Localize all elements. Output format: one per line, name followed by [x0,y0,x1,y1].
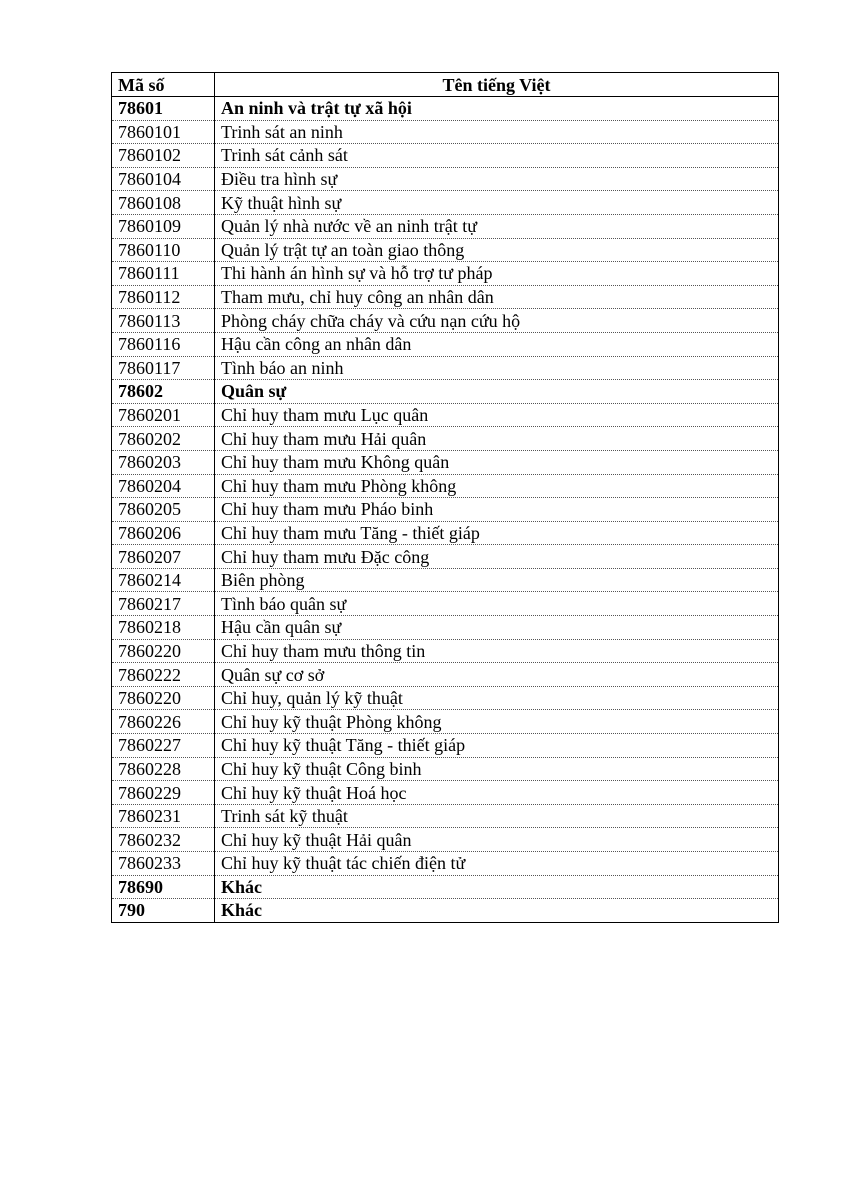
row-code: 78690 [112,875,215,899]
row-code: 7860116 [112,332,215,356]
table-row [112,403,779,427]
table-row [112,686,779,710]
row-name: Phòng cháy chữa cháy và cứu nạn cứu hộ [215,309,779,333]
table-row [112,852,779,876]
row-code: 78601 [112,97,215,121]
row-code: 7860110 [112,238,215,262]
row-code: 7860102 [112,144,215,168]
table-row [112,616,779,640]
row-name: An ninh và trật tự xã hội [215,97,779,121]
row-name: Chỉ huy, quản lý kỹ thuật [215,686,779,710]
table-row [112,498,779,522]
table-row [112,332,779,356]
row-name: Tình báo quân sự [215,592,779,616]
row-code: 7860226 [112,710,215,734]
row-name: Trinh sát cảnh sát [215,144,779,168]
row-name: Thi hành án hình sự và hỗ trợ tư pháp [215,262,779,286]
table-header [112,73,779,97]
row-name: Chỉ huy tham mưu Hải quân [215,427,779,451]
row-code: 7860217 [112,592,215,616]
row-name: Quản lý trật tự an toàn giao thông [215,238,779,262]
row-code: 7860108 [112,191,215,215]
table-row [112,521,779,545]
row-name: Biên phòng [215,568,779,592]
group-row [112,875,779,899]
row-name: Kỹ thuật hình sự [215,191,779,215]
group-row [112,97,779,121]
table-row [112,663,779,687]
table-body [112,97,779,923]
table-row [112,639,779,663]
row-name: Khác [215,875,779,899]
code-table [111,72,779,923]
table-row [112,262,779,286]
row-code: 7860204 [112,474,215,498]
table-row [112,356,779,380]
table-row [112,167,779,191]
row-code: 7860233 [112,852,215,876]
row-name: Chỉ huy kỹ thuật Công binh [215,757,779,781]
table-row [112,592,779,616]
row-name: Chỉ huy tham mưu Lục quân [215,403,779,427]
table-row [112,450,779,474]
row-code: 7860222 [112,663,215,687]
row-code: 7860218 [112,616,215,640]
row-name: Quân sự [215,380,779,404]
row-name: Trinh sát an ninh [215,120,779,144]
row-code: 7860207 [112,545,215,569]
row-code: 7860201 [112,403,215,427]
table-row [112,285,779,309]
row-code: 7860112 [112,285,215,309]
row-name: Hậu cần quân sự [215,616,779,640]
row-name: Quản lý nhà nước về an ninh trật tự [215,214,779,238]
table-row [112,757,779,781]
row-code: 7860232 [112,828,215,852]
row-name: Chỉ huy kỹ thuật Hải quân [215,828,779,852]
table-row [112,191,779,215]
table-row [112,781,779,805]
row-name: Chỉ huy tham mưu Không quân [215,450,779,474]
table-row [112,710,779,734]
row-code: 7860228 [112,757,215,781]
row-code: 7860101 [112,120,215,144]
row-code: 7860109 [112,214,215,238]
row-name: Quân sự cơ sở [215,663,779,687]
row-code: 7860231 [112,804,215,828]
row-name: Tình báo an ninh [215,356,779,380]
table-row [112,238,779,262]
table-row [112,734,779,758]
table-row [112,568,779,592]
row-name: Chỉ huy tham mưu Đặc công [215,545,779,569]
row-name: Hậu cần công an nhân dân [215,332,779,356]
table-row [112,545,779,569]
row-code: 78602 [112,380,215,404]
row-code: 7860227 [112,734,215,758]
row-name: Chỉ huy tham mưu Phòng không [215,474,779,498]
row-name: Khác [215,899,779,923]
row-code: 7860220 [112,639,215,663]
row-name: Chỉ huy kỹ thuật Hoá học [215,781,779,805]
table-row [112,214,779,238]
table-row [112,804,779,828]
row-name: Chỉ huy tham mưu Tăng - thiết giáp [215,521,779,545]
row-code: 7860206 [112,521,215,545]
table-row [112,474,779,498]
row-code: 7860214 [112,568,215,592]
row-name: Điều tra hình sự [215,167,779,191]
row-code: 790 [112,899,215,923]
row-code: 7860202 [112,427,215,451]
group-row [112,380,779,404]
table-row [112,427,779,451]
table-row [112,309,779,333]
row-code: 7860220 [112,686,215,710]
row-code: 7860205 [112,498,215,522]
row-name: Chỉ huy kỹ thuật Phòng không [215,710,779,734]
table-row [112,828,779,852]
row-name: Chỉ huy tham mưu Pháo binh [215,498,779,522]
row-code: 7860203 [112,450,215,474]
table-row [112,120,779,144]
row-code: 7860104 [112,167,215,191]
row-name: Chỉ huy kỹ thuật Tăng - thiết giáp [215,734,779,758]
row-name: Chỉ huy kỹ thuật tác chiến điện tử [215,852,779,876]
row-name: Chỉ huy tham mưu thông tin [215,639,779,663]
row-code: 7860113 [112,309,215,333]
row-name: Tham mưu, chỉ huy công an nhân dân [215,285,779,309]
table-row [112,144,779,168]
row-code: 7860117 [112,356,215,380]
row-name: Trinh sát kỹ thuật [215,804,779,828]
row-code: 7860111 [112,262,215,286]
row-code: 7860229 [112,781,215,805]
header-row [112,73,779,97]
group-row [112,899,779,923]
header-code: Mã số [112,73,215,97]
header-name: Tên tiếng Việt [215,73,779,97]
